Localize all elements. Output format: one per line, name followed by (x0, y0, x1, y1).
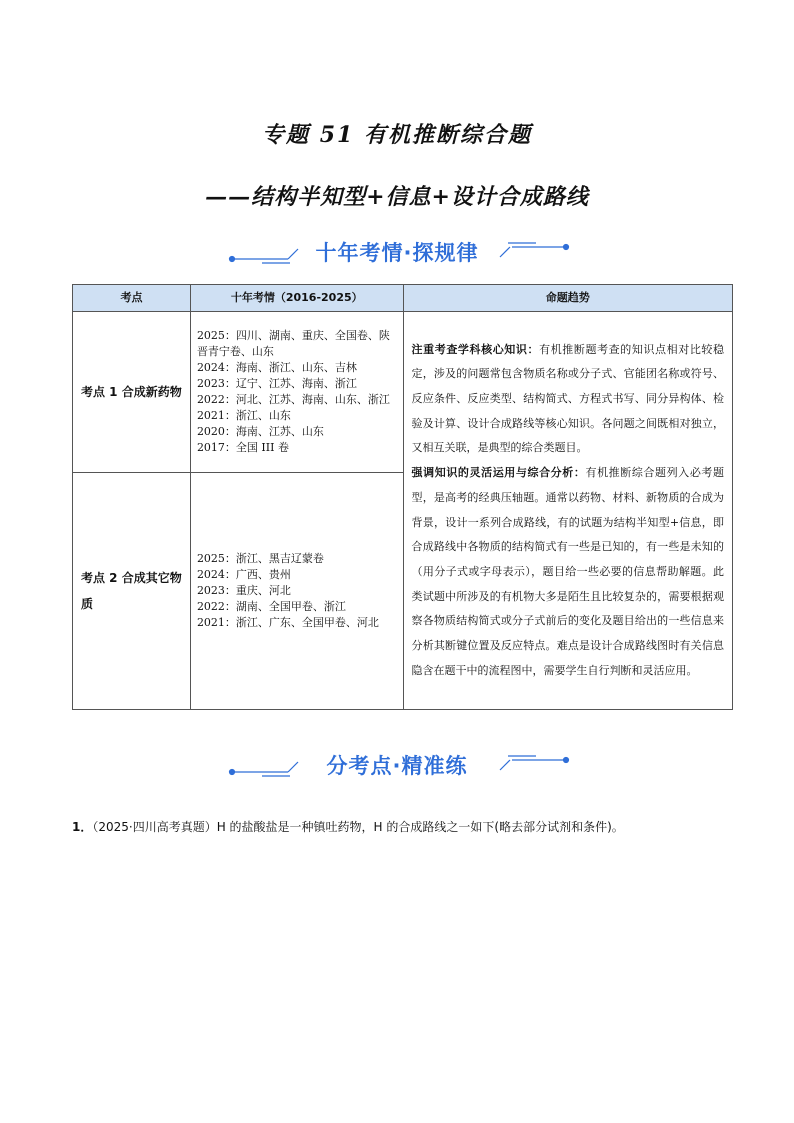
column-header: 考点 (73, 285, 191, 312)
year-entry: 2024：海南、浙江、山东、吉林 (196, 361, 357, 374)
question-1 (72, 818, 732, 835)
year-entry: 2021：浙江、山东 (196, 409, 291, 422)
document-subtitle: ——结构半知型+信息+设计合成路线 (205, 184, 589, 210)
question-number: 1． (72, 820, 93, 834)
document-title: 专题 51 有机推断综合题 (262, 122, 532, 148)
year-entry: 2020：海南、江苏、山东 (196, 425, 324, 438)
years-cell (190, 312, 403, 473)
trend-cell (403, 312, 732, 710)
table-row (73, 312, 733, 473)
year-entry: 2021：浙江、广东、全国甲卷、河北 (196, 616, 379, 629)
trend-text: 有机推断综合题列入必考题型，是高考的经典压轴题。通常以药物、材料、新物质的合成为背景，设计一系列合成路线，有的试题为结构半知型+信息，即合成路线中各物质的结构简式有一些是已知的，有一些是未知的（用分子式或字母表示），题目给一些必要的信息帮助解题。此类试题中所涉及的有机物大多是陌生且比较复杂的，需要根据观察各物质结构简式或分子式前后的变化及题目给出的一些信息来分析其断键位置及反应特点。难点是设计合成路线图时有关信息隐含在题干中的流程图中，需要学生自行判断和灵活应用。 (411, 466, 725, 677)
years-cell (190, 473, 403, 710)
year-entry: 2023：辽宁、江苏、海南、浙江 (196, 377, 357, 390)
section-banner-trends (0, 237, 794, 267)
column-header: 命题趋势 (403, 285, 732, 312)
year-entry: 2017：全国 III 卷 (196, 441, 289, 454)
banner-title: 十年考情·探规律 (315, 241, 479, 265)
section-banner-practice (0, 750, 794, 780)
trend-heading: 注重考查学科核心知识： (411, 342, 540, 356)
year-entry: 2023：重庆、河北 (196, 584, 291, 597)
topic-cell: 考点 1 合成新药物 (73, 312, 191, 473)
year-entry: 2022：湖南、全国甲卷、浙江 (196, 600, 346, 613)
exam-trend-table (72, 284, 733, 710)
column-header: 十年考情（2016-2025） (190, 285, 403, 312)
table-header-row (73, 285, 733, 312)
year-entry: 2024：广西、贵州 (196, 568, 291, 581)
trend-heading: 强调知识的灵活运用与综合分析： (411, 466, 586, 480)
topic-cell: 考点 2 合成其它物质 (73, 473, 191, 710)
banner-title: 分考点·精准练 (326, 754, 468, 778)
year-entry: 2025：浙江、黑吉辽蒙卷 (196, 552, 324, 565)
year-entry: 2025：四川、湖南、重庆、全国卷、陕晋青宁卷、山东 (196, 329, 390, 358)
question-text: （2025·四川高考真题）H 的盐酸盐是一种镇吐药物，H 的合成路线之一如下(略去部分试剂和条件)。 (92, 820, 624, 834)
trend-text: 有机推断题考查的知识点相对比较稳定，涉及的问题常包含物质名称或分子式、官能团名称或符号、反应条件、反应类型、结构简式、方程式书写、同分异构体、检验及计算、设计合成路线等核心知识。各问题之间既相对独立，又相互关联，是典型的综合类题目。 (411, 342, 725, 455)
year-entry: 2022：河北、江苏、海南、山东、浙江 (196, 393, 390, 406)
